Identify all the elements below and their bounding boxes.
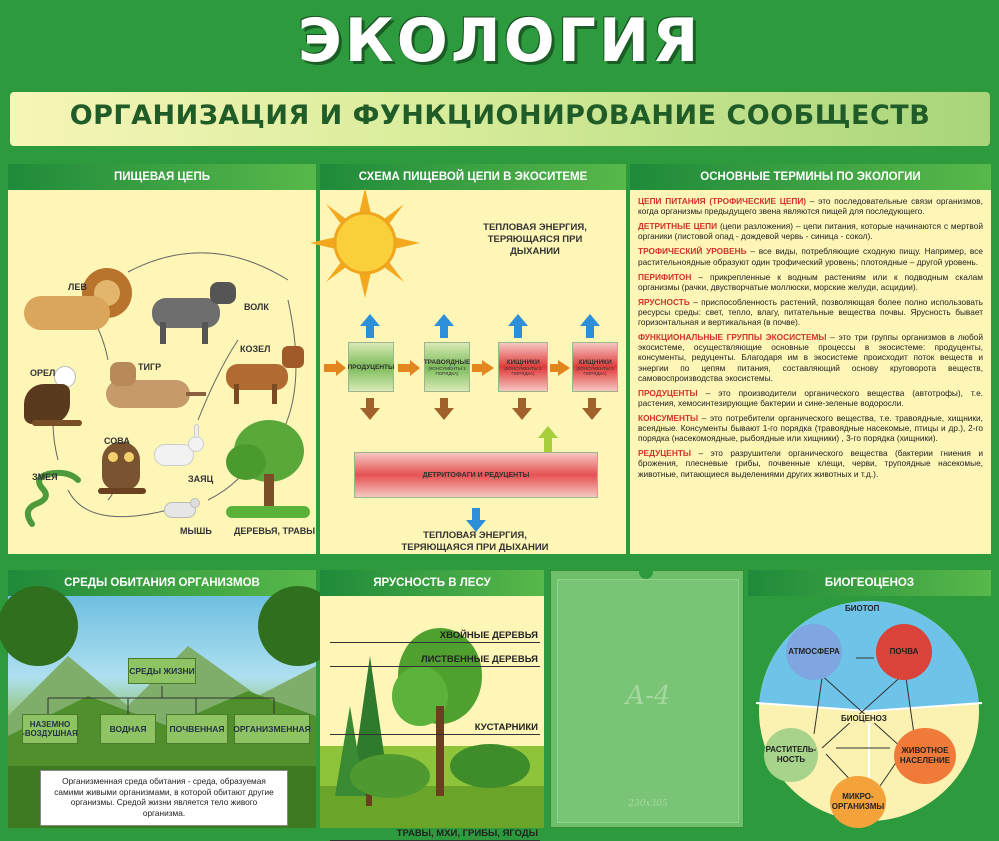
- terms-panel: [630, 164, 991, 554]
- food-chain-heading: ПИЩЕВАЯ ЦЕПЬ: [8, 164, 316, 190]
- food-chain-panel: [8, 164, 316, 554]
- term-item: КОНСУМЕНТЫ – это потребители органического вещества, т.е. травоядные, хищники, всеядные. Консументы бывают 1-го порядка (травоядные насекомые, птицы и др.), 2-го порядка (насекомоядные, рыбоядные или хищники) , 3-го порядка (хищники).: [638, 412, 983, 444]
- term-item: ПЕРИФИТОН – прикрепленные к водным растениям или к подводным скалам организмы (рачки, двустворчатые моллюски, морские желуди, асцидии).: [638, 271, 983, 292]
- wolf-label: ВОЛК: [244, 302, 269, 312]
- habitats-heading: СРЕДЫ ОБИТАНИЯ ОРГАНИЗМОВ: [8, 570, 316, 596]
- biogeocenosis-heading: БИОГЕОЦЕНОЗ: [748, 570, 991, 596]
- term-item: ЦЕПИ ПИТАНИЯ (ТРОФИЧЕСКИЕ ЦЕПИ) – это последовательные связи организмов, когда организмы предыдущего звена являются пищей для последующего.: [638, 196, 983, 217]
- tier-line-2: [330, 666, 540, 667]
- habitats-panel: [8, 570, 316, 828]
- tiers-panel: [320, 570, 544, 839]
- scheme-box-predators-3: ХИЩНИКИ (КОНСУМЕНТЫ 3 ПОРЯДКА): [572, 342, 618, 392]
- term-item: ДЕТРИТНЫЕ ЦЕПИ (цепи разложения) – цепи питания, которые начинаются с мертвой органики (листовой опад - дождевой червь - синица - сокол).: [638, 221, 983, 242]
- node-plants: РАСТИТЕЛЬ-НОСТЬ: [764, 728, 818, 782]
- term-item: ТРОФИЧЕСКИЙ УРОВЕНЬ – все виды, потребляющие сходную пищу. Например, все растительноядные образуют один трофический уровень; плотоядные – другой уровень.: [638, 246, 984, 267]
- node-soil: ПОЧВА: [876, 624, 932, 680]
- habitat-root: СРЕДЫ ЖИЗНИ: [128, 658, 196, 684]
- habitat-air: НАЗЕМНО -ВОЗДУШНАЯ: [22, 714, 78, 744]
- hare-label: ЗАЯЦ: [188, 474, 214, 484]
- biogeocenosis-panel: [748, 570, 991, 828]
- scheme-box-herbivores: ТРАВОЯДНЫЕ (КОНСУМЕНТЫ 1 ПОРЯДКА): [424, 342, 470, 392]
- tier-conifers: ХВОЙНЫЕ ДЕРЕВЬЯ: [439, 630, 538, 641]
- node-animals: ЖИВОТНОЕ НАСЕЛЕНИЕ: [894, 728, 956, 784]
- habitat-soil: ПОЧВЕННАЯ: [166, 714, 228, 744]
- food-chain-body: [8, 190, 316, 554]
- habitat-organism: ОРГАНИЗМЕННАЯ: [234, 714, 310, 744]
- tier-grass: ТРАВЫ, МХИ, ГРИБЫ, ЯГОДЫ: [396, 828, 538, 839]
- tree-icon: [226, 420, 310, 520]
- scheme-box-predators-2: ХИЩНИКИ (КОНСУМЕНТЫ 2 ПОРЯДКА): [498, 342, 548, 392]
- green-up-arrow: [538, 426, 558, 452]
- tiers-body: [320, 596, 544, 839]
- arrow-wolf-lion: [128, 253, 288, 280]
- page-title: ЭКОЛОГИЯ: [297, 6, 702, 76]
- scheme-heading: СХЕМА ПИЩЕВОЙ ЦЕПИ В ЭКОСИТЕМЕ: [320, 164, 626, 190]
- node-atmosphere: АТМОСФЕРА: [786, 624, 842, 680]
- biogeocenosis-body: [748, 596, 991, 828]
- term-item: РЕДУЦЕНТЫ – это разрушители органического вещества (бактерии гниения и брожения, плесневые грибы, почвенные клещи, черви, трупоядные насекомые, животные, питающиеся выделениями других животных и т.д.).: [638, 448, 983, 479]
- a4-pocket: [550, 570, 744, 828]
- a4-size: 230х305: [628, 799, 668, 809]
- goat-label: КОЗЕЛ: [240, 344, 271, 354]
- habitat-water: ВОДНАЯ: [100, 714, 156, 744]
- term-item: ФУНКЦИОНАЛЬНЫЕ ГРУППЫ ЭКОСИСТЕМЫ – это три группы организмов в любой экосистеме, осуществляющие основные процессы в экосистеме: продуценты, консументы, редуценты. Благодаря им в экосистеме происходит поток веществ и энергии по цепям питания, составляющий основу круговорота веществ, самовоспроизводства экосистемы.: [638, 332, 983, 383]
- mouse-icon: [164, 496, 208, 520]
- scheme-body: [320, 190, 626, 554]
- habitats-body: [8, 596, 316, 828]
- terms-heading: ОСНОВНЫЕ ТЕРМИНЫ ПО ЭКОЛОГИИ: [630, 164, 991, 190]
- tiers-heading: ЯРУСНОСТЬ В ЛЕСУ: [320, 570, 544, 596]
- scheme-panel: [320, 164, 626, 554]
- owl-icon: [98, 442, 146, 498]
- eagle-label: ОРЕЛ: [30, 368, 56, 378]
- tier-deciduous: ЛИСТВЕННЫЕ ДЕРЕВЬЯ: [420, 654, 538, 665]
- right-arrows: [320, 358, 626, 378]
- page-subtitle: ОРГАНИЗАЦИЯ И ФУНКЦИОНИРОВАНИЕ СООБЩЕСТВ: [69, 100, 931, 131]
- tier-shrubs: КУСТАРНИКИ: [474, 722, 538, 733]
- habitats-note: Организменная среда обитания - среда, образуемая самими живыми организмами, в которой обитают другие организмы. Средой жизни является тело живого организма.: [40, 770, 288, 826]
- tier-line-3: [330, 734, 540, 735]
- lion-icon: [22, 268, 134, 340]
- wolf-icon: [152, 278, 240, 346]
- sun-icon: [310, 188, 420, 298]
- scheme-detritus-box: ДЕТРИТОФАГИ И РЕДУЦЕНТЫ: [354, 452, 598, 498]
- terms-body: [630, 190, 991, 554]
- node-micro: МИКРО-ОРГАНИЗМЫ: [830, 776, 886, 828]
- term-item: ЯРУСНОСТЬ – приспособленность растений, позволяющая более полно использовать ресурсы среды: свет, тепло, влагу, питательные вещества почвы. Ярусность бывает горизонтальная и вертикальная (в почве).: [638, 296, 983, 328]
- mouse-label: МЫШЬ: [180, 526, 212, 536]
- a4-label: А-4: [625, 681, 671, 711]
- term-item: ПРОДУЦЕНТЫ – это производители органического вещества (автотрофы), т.е. растения, хемосинтезирующие бактерии и сине-зеленые водоросли.: [638, 387, 983, 408]
- scheme-bottom-text: ТЕПЛОВАЯ ЭНЕРГИЯ, ТЕРЯЮЩАЯСЯ ПРИ ДЫХАНИИ: [401, 530, 549, 553]
- biotop-label: БИОТОП: [842, 604, 882, 613]
- tier-line-1: [330, 642, 540, 643]
- owl-label: СОВА: [104, 436, 130, 446]
- snake-label: ЗМЕЯ: [32, 472, 58, 482]
- tiger-label: ТИГР: [138, 362, 162, 372]
- scheme-box-producers: ПРОДУЦЕНТЫ: [348, 342, 394, 392]
- biocenosis-label: БИОЦЕНОЗ: [838, 714, 890, 723]
- hare-icon: [154, 430, 210, 470]
- trees-label: ДЕРЕВЬЯ, ТРАВЫ: [234, 526, 316, 536]
- lion-label: ЛЕВ: [68, 282, 87, 292]
- scheme-top-text: ТЕПЛОВАЯ ЭНЕРГИЯ, ТЕРЯЮЩАЯСЯ ПРИ ДЫХАНИИ: [483, 222, 587, 257]
- down-arrows: [320, 396, 626, 426]
